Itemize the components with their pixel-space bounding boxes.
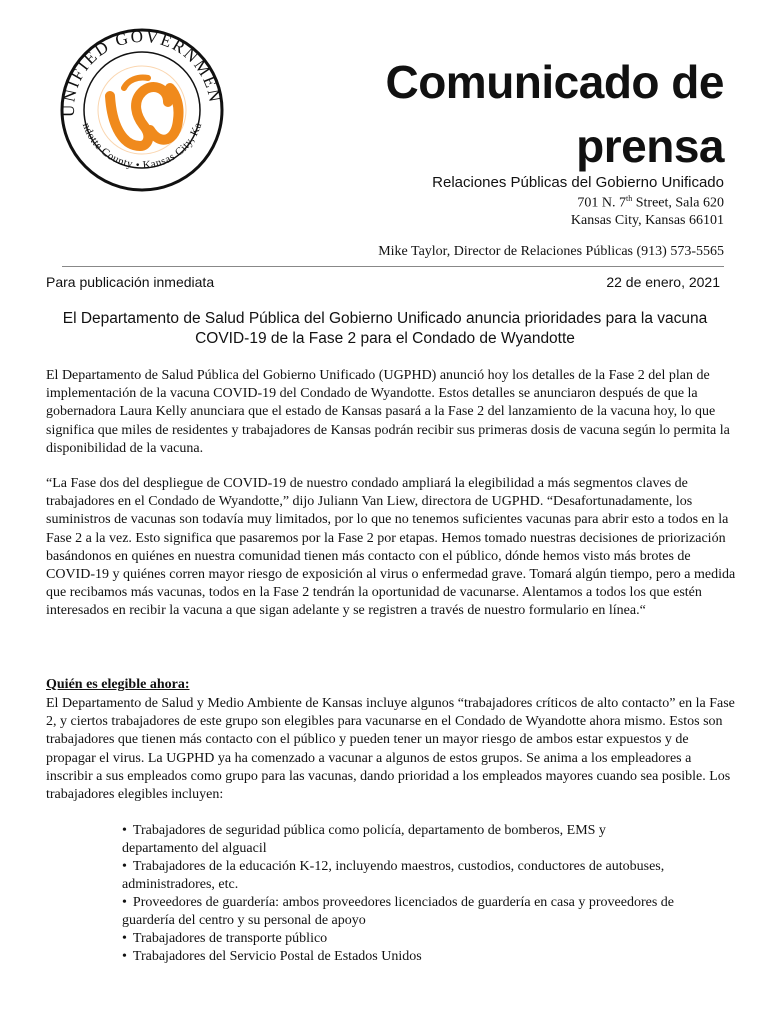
list-item: • Trabajadores de la educación K-12, incluyendo maestros, custodios, conductores de autobuses, administradores, etc. (122, 859, 665, 892)
section-heading: Quién es elegible ahora: (46, 677, 190, 692)
eligible-workers-list (122, 822, 682, 966)
paragraph-2: “La Fase dos del despliegue de COVID-19 de nuestro condado ampliará la elegibilidad a más segmentos claves de trabajadores en el Condado de Wyandotte,” dijo Juliann Van Liew, directora de UGPHD. “Desafortunadamente, los suministros de vacunas son todavía muy limitados, por lo que no tenemos suficientes vacunas para abrir esto a todos en la Fase 2 a la vez. Esto significa que pasaremos por la Fase 2 por etapas. Hemos tomado nuestras decisiones de priorización basándonos en quiénes en nuestra comunidad tienen más contacto con el público, dónde hemos visto más brotes de COVID-19 y quiénes corren mayor riesgo de exposición al virus o enfermedad grave. Tomará algún tiempo, pero a medida que recibamos más vacunas, todos en la Fase 2 tendrán la oportunidad de vacunarse. Alentamos a todos los que estén interesados en recibir la vacuna a que sigan adelante y se registren a través de nuestro formulario en línea.“ (46, 476, 736, 619)
organization-name: Relaciones Públicas del Gobierno Unificado (432, 174, 724, 191)
divider (62, 266, 724, 267)
title-line-1: Comunicado de (385, 56, 724, 108)
ugwyk-seal-icon (52, 18, 232, 198)
title-line-2: prensa (576, 120, 724, 172)
page-title (385, 50, 724, 178)
address-line-2: Kansas City, Kansas 66101 (570, 213, 724, 228)
list-item: • Trabajadores de seguridad pública como policía, departamento de bomberos, EMS y departamento del alguacil (122, 823, 606, 856)
release-label: Para publicación inmediata (46, 274, 215, 290)
paragraph-3: El Departamento de Salud y Medio Ambiente de Kansas incluye algunos “trabajadores críticos de alto contacto” en la Fase 2, y ciertos trabajadores de este grupo son elegibles para vacunarse en el Condado de Wyandotte ahora mismo. Estos son trabajadores que tienen más contacto con el público y pueden tener un mayor riesgo de ambos estar expuestos y de propagar el virus. La UGPHD ya ha comenzado a vacunar a algunos de estos grupos. Se anima a los empleadores a inscribir a sus empleados como grupo para las vacunas, dando prioridad a los empleados mayores cuando sea posible. Los trabajadores elegibles incluyen: (46, 696, 735, 803)
contact-line: Mike Taylor, Director de Relaciones Públicas (913) 573-5565 (378, 244, 724, 259)
seal-bottom-text: ndotte County • Kansas City, Ka (79, 120, 205, 172)
list-item: • Proveedores de guardería: ambos proveedores licenciados de guardería en casa y proveedores de guardería del centro y su personal de apoyo (122, 895, 675, 928)
list-item: • Trabajadores de transporte público (122, 931, 328, 946)
unified-government-logo (52, 18, 232, 198)
address-line-1: 701 N. 7th Street, Sala 620 (577, 194, 724, 211)
seal-top-text: UNIFIED GOVERNMEN (58, 26, 225, 118)
list-item: • Trabajadores del Servicio Postal de Estados Unidos (122, 949, 422, 964)
press-headline: El Departamento de Salud Pública del Gobierno Unificado anuncia prioridades para la vacuna COVID-19 de la Fase 2 para el Condado de Wyandotte (62, 310, 708, 347)
paragraph-1: El Departamento de Salud Pública del Gobierno Unificado (UGPHD) anunció hoy los detalles de la Fase 2 del plan de implementación de la vacuna COVID-19 del Condado de Wyandotte. Estos detalles se anunciaron después de que la gobernadora Laura Kelly anunciara que el estado de Kansas pasará a la Fase 2 del lanzamiento de la vacuna hoy, lo que significa que miles de residentes y trabajadores de Kansas podrán recibir sus primeras dosis de vacuna según lo permita la disponibilidad de la vacuna. (46, 368, 730, 456)
release-date: 22 de enero, 2021 (606, 274, 720, 290)
